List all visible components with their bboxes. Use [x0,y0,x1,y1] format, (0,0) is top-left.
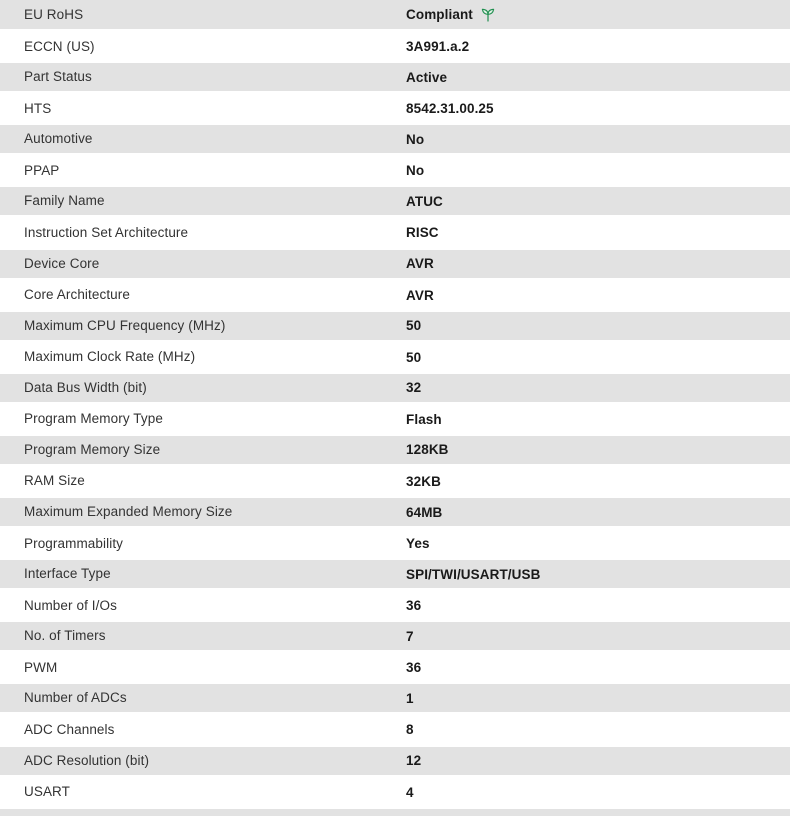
spec-label-cell [0,783,406,801]
spec-label: Data Bus Width (bit) [24,379,147,395]
spec-label: PWM [24,659,58,675]
spec-value-cell [406,350,790,365]
spec-value: 128KB [406,442,449,458]
spec-row [0,528,790,559]
spec-row [0,342,790,373]
spec-value-cell [406,598,790,613]
spec-value: Yes [406,536,430,552]
spec-label-cell [0,6,406,24]
spec-label-cell [0,317,406,335]
spec-row [0,777,790,808]
spec-label: Program Memory Size [24,441,161,457]
spec-value: Flash [406,411,442,427]
spec-value-cell [406,785,790,800]
spec-row [0,217,790,248]
spec-label: EU RoHS [24,6,84,22]
spec-row [0,31,790,62]
spec-value: 3A991.a.2 [406,39,470,55]
spec-row [0,590,790,621]
spec-value: ATUC [406,193,443,209]
spec-value: 50 [406,318,422,334]
spec-label-cell [0,348,406,366]
spec-value-cell [406,722,790,737]
spec-label: PPAP [24,162,60,178]
spec-value-cell [406,660,790,675]
spec-value-cell [406,691,790,706]
spec-label-cell [0,721,406,739]
spec-label-cell [0,441,406,459]
spec-label-cell [0,503,406,521]
spec-label: Programmability [24,535,124,551]
spec-label-cell [0,38,406,56]
spec-label-cell [0,286,406,304]
spec-label-cell [0,255,406,273]
spec-value-cell [406,567,790,582]
leaf-icon[interactable] [480,6,497,23]
spec-label-cell [0,565,406,583]
spec-label: Device Core [24,255,100,271]
spec-row [0,714,790,745]
spec-value: AVR [406,256,434,272]
spec-label-cell [0,597,406,615]
spec-label-cell [0,192,406,210]
spec-label: Automotive [24,131,93,147]
spec-value-cell [406,474,790,489]
spec-label: ADC Channels [24,721,115,737]
spec-label: Core Architecture [24,287,130,303]
spec-label: Interface Type [24,566,111,582]
spec-value: 50 [406,349,422,365]
spec-row [0,155,790,186]
spec-label: Part Status [24,69,92,85]
spec-label-cell [0,752,406,770]
spec-value: 8542.31.00.25 [406,101,494,117]
spec-value-cell [406,442,790,457]
spec-value: 36 [406,660,422,676]
spec-label-cell [0,410,406,428]
spec-row [0,124,790,155]
spec-label-cell [0,627,406,645]
spec-label: ECCN (US) [24,38,95,54]
spec-value: No [406,131,425,147]
spec-row [0,93,790,124]
spec-label: No. of Timers [24,628,106,644]
spec-row [0,311,790,342]
spec-row [0,62,790,93]
spec-value-cell [406,505,790,520]
spec-row [0,559,790,590]
spec-label: HTS [24,100,52,116]
spec-label-cell [0,472,406,490]
spec-value: SPI/TWI/USART/USB [406,566,541,582]
spec-label: Maximum Clock Rate (MHz) [24,349,196,365]
spec-value: 36 [406,598,422,614]
spec-value: 32 [406,380,422,396]
spec-label-cell [0,659,406,677]
spec-value: 64MB [406,504,443,520]
spec-label-cell [0,224,406,242]
spec-value: 8 [406,722,414,738]
spec-row [0,280,790,311]
spec-value-cell [406,194,790,209]
spec-label-cell [0,535,406,553]
spec-label: Number of ADCs [24,690,127,706]
spec-value-cell [406,753,790,768]
spec-row [0,497,790,528]
spec-value-cell [406,70,790,85]
spec-label: Maximum CPU Frequency (MHz) [24,317,226,333]
spec-value: Compliant [406,7,473,23]
spec-row-partial [0,808,790,816]
spec-label: Family Name [24,193,105,209]
spec-row [0,435,790,466]
spec-value-cell [406,6,790,23]
spec-value-cell [406,288,790,303]
spec-value: Active [406,69,448,85]
spec-label: Instruction Set Architecture [24,224,189,240]
spec-label: USART [24,784,71,800]
spec-value: No [406,163,425,179]
spec-value-cell [406,132,790,147]
spec-row [0,249,790,280]
spec-value-cell [406,256,790,271]
spec-label: ADC Resolution (bit) [24,752,150,768]
spec-value-cell [406,536,790,551]
spec-label-cell [0,68,406,86]
spec-value-cell [406,39,790,54]
spec-row [0,404,790,435]
spec-row [0,652,790,683]
spec-row [0,746,790,777]
spec-value: 12 [406,753,422,769]
spec-label-cell [0,379,406,397]
spec-row [0,186,790,217]
spec-label-cell [0,100,406,118]
spec-value: 32KB [406,473,441,489]
spec-row [0,466,790,497]
spec-label-cell [0,689,406,707]
spec-value: 4 [406,784,414,800]
spec-value-cell [406,163,790,178]
spec-row [0,621,790,652]
spec-value: AVR [406,287,434,303]
spec-value-cell [406,225,790,240]
spec-value-cell [406,412,790,427]
spec-label: RAM Size [24,473,85,489]
spec-label-cell [0,130,406,148]
spec-label: Maximum Expanded Memory Size [24,504,233,520]
spec-value-cell [406,380,790,395]
spec-value: RISC [406,225,439,241]
spec-value-cell [406,101,790,116]
spec-label-cell [0,162,406,180]
spec-row [0,373,790,404]
spec-row [0,683,790,714]
spec-label: Program Memory Type [24,411,163,427]
spec-label: Number of I/Os [24,597,117,613]
spec-value: 7 [406,628,414,644]
spec-value: 1 [406,690,414,706]
spec-value-cell [406,318,790,333]
spec-value-cell [406,629,790,644]
spec-row [0,0,790,31]
